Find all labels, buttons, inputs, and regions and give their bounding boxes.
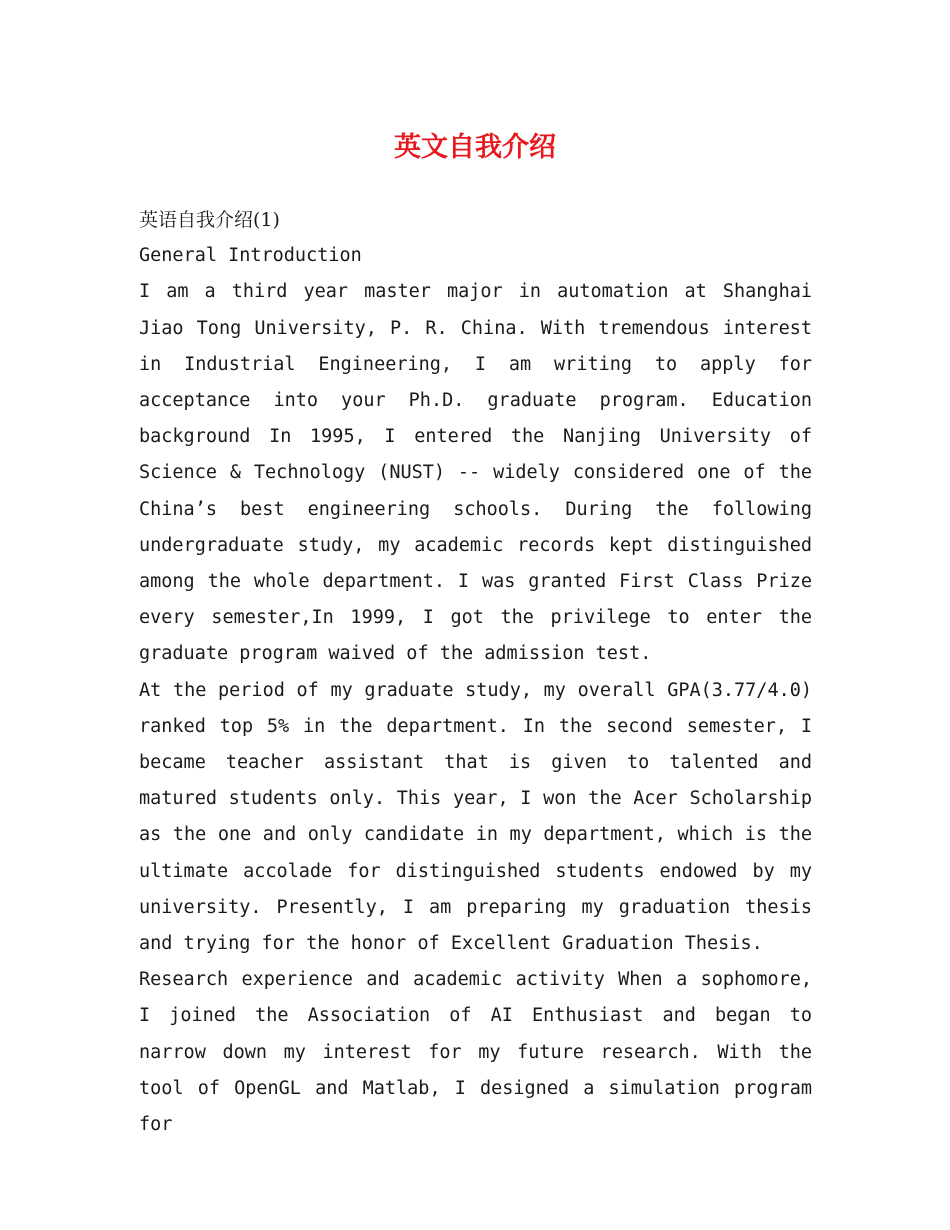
document-title: 英文自我介绍 <box>394 132 556 163</box>
paragraph-3: Research experience and academic activity When a sophomore, I joined the Association of AI Enthusiast and began to narrow down my interest for my future research. With the tool of OpenGL and Matlab, I designed a simulation program for <box>139 969 812 1136</box>
paragraph-2: At the period of my graduate study, my overall GPA(3.77/4.0) ranked top 5% in the department. In the second semester, I became teacher assistant that is given to talented and matured students only. This year, I won the Acer Scholarship as the one and only candidate in my department, which is the ultimate accolade for distinguished students endowed by my university. Presently, I am preparing my graduation thesis and trying for the honor of Excellent Graduation Thesis. <box>139 679 812 955</box>
section-heading: 英语自我介绍(1) <box>139 209 280 231</box>
document-body <box>139 202 812 1143</box>
subheading: General Introduction <box>139 245 362 267</box>
paragraph-1: I am a third year master major in automation at Shanghai Jiao Tong University, P. R. China. With tremendous interest in Industrial Engineering, I am writing to apply for acceptance into your Ph.D. graduate program. Education background In 1995, I entered the Nanjing University of Science & Technology (NUST) -- widely considered one of the China’s best engineering schools. During the following undergraduate study, my academic records kept distinguished among the whole department. I was granted First Class Prize every semester,In 1999, I got the privilege to enter the graduate program waived of the admission test. <box>139 281 812 665</box>
